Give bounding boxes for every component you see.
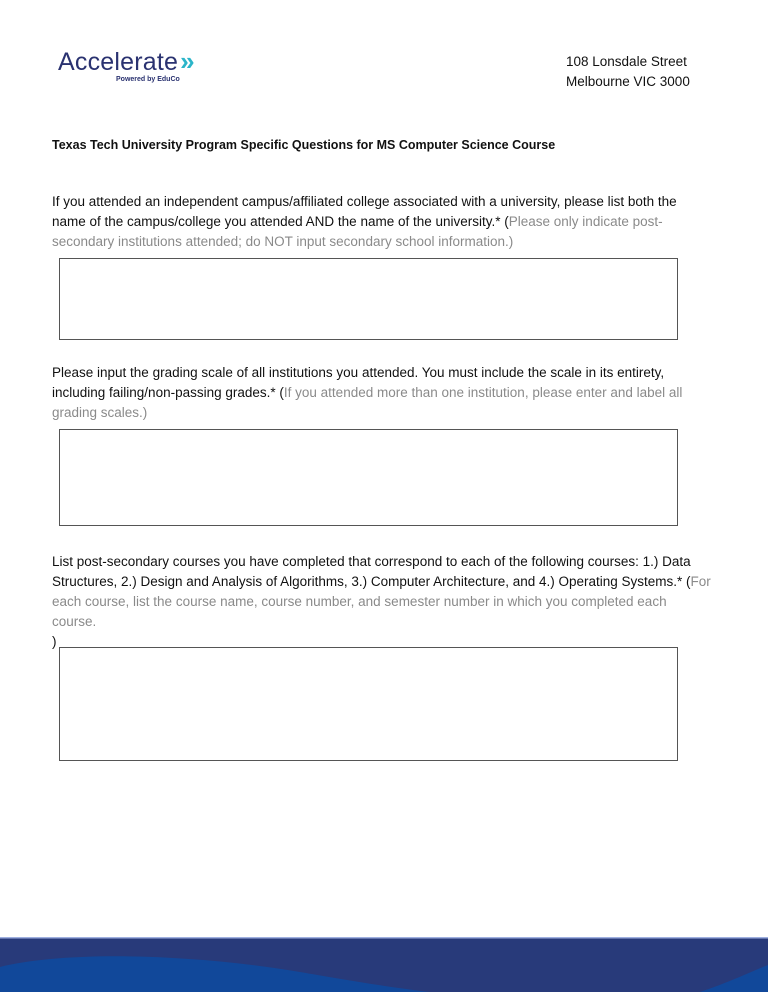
logo-tagline: Powered by EduCo [116, 76, 180, 83]
answer-box-1[interactable] [59, 258, 678, 340]
address-line-2: Melbourne VIC 3000 [566, 74, 690, 89]
accelerate-logo [58, 46, 195, 83]
question-text: If you attended an independent campus/affiliated college associated with a university, please list both the name of the campus/college you attended AND the name of the university.* ( [52, 194, 677, 229]
double-chevron-icon: » [180, 46, 195, 76]
answer-box-2[interactable] [59, 429, 678, 526]
question-1 [52, 192, 712, 252]
footer-wave-banner [0, 937, 768, 992]
page-title: Texas Tech University Program Specific Questions for MS Computer Science Course [52, 138, 556, 152]
logo-wordmark: Accelerate [58, 48, 179, 76]
question-note: If you attended more than one institution, please enter and label all grading scales.) [52, 385, 683, 420]
address-line-1: 108 Lonsdale Street [566, 54, 687, 69]
question-note: For each course, list the course name, course number, and semester number in which you completed each course. [52, 574, 711, 629]
question-3 [52, 552, 712, 652]
question-text: Please input the grading scale of all institutions you attended. You must include the scale in its entirety, including failing/non-passing grades.* ( [52, 365, 665, 400]
question-note: Please only indicate post-secondary institutions attended; do NOT input secondary school information.) [52, 214, 663, 249]
question-close-paren: ) [52, 634, 57, 649]
question-2 [52, 363, 712, 423]
address [566, 52, 690, 92]
answer-box-3[interactable] [59, 647, 678, 761]
question-text: List post-secondary courses you have completed that correspond to each of the following courses: 1.) Data Structures, 2.) Design and Analysis of Algorithms, 3.) Computer Architecture, and 4.) Operating Systems.* ( [52, 554, 691, 589]
